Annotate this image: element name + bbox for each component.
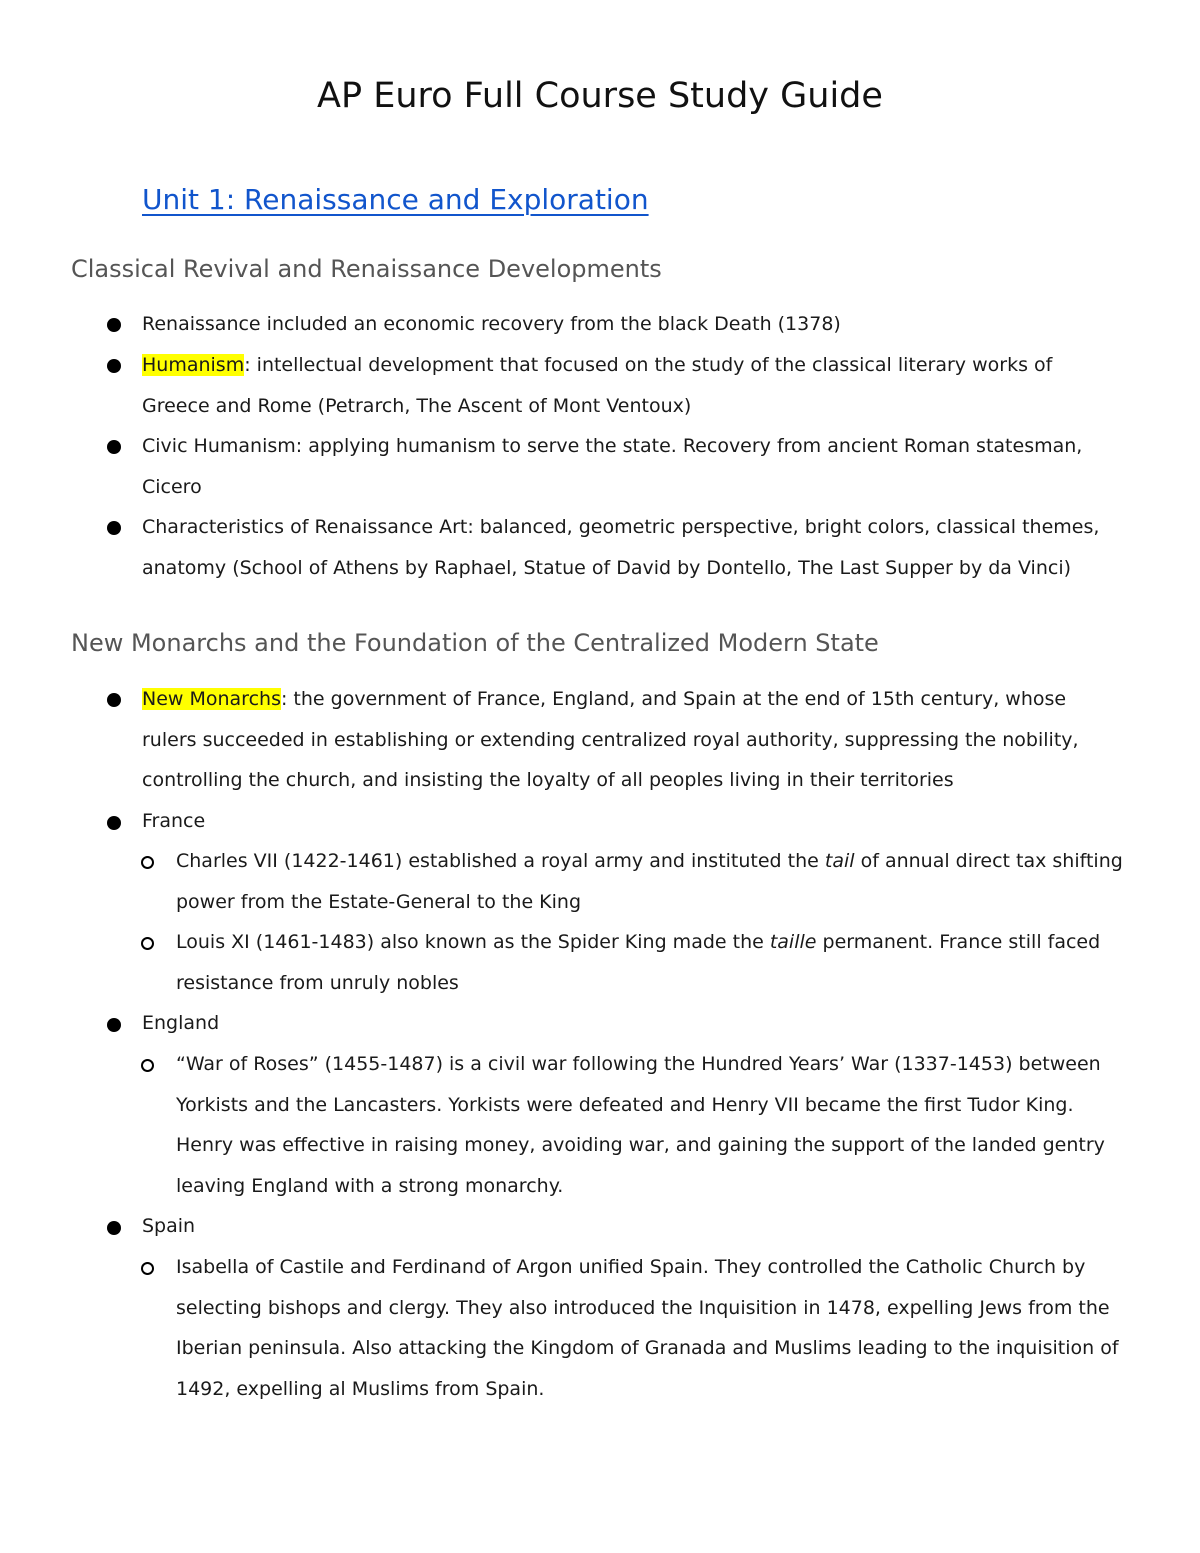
sub-bullet-circle [141,1262,154,1275]
list-item: Civic Humanism: applying humanism to serve the state. Recovery from ancient Roman statesman, Cicero [142,435,1083,498]
sub-bullet-circle [141,937,154,950]
sub-list-item: Charles VII (1422-1461) established a royal army and instituted the tail of annual direct tax shifting power from the Estate-General to the King [176,850,1123,913]
document-title: AP Euro Full Course Study Guide [317,76,883,116]
bullet-dot [107,693,121,707]
sub-list-item: “War of Roses” (1455-1487) is a civil war following the Hundred Years’ War (1337-1453) between Yorkists and the Lancasters. Yorkists were defeated and Henry VII became the first Tudor King. Henry was effective in raising money, avoiding war, and gaining the support of the landed gentry leaving England with a strong monarchy. [176,1053,1105,1197]
list-item: New Monarchs: the government of France, England, and Spain at the end of 15th century, whose rulers succeeded in establishing or extending centralized royal authority, suppressing the nobility, controlling the church, and insisting the loyalty of all peoples living in their territories [142,688,1079,792]
list-item: England [142,1012,220,1034]
bullet-dot [107,359,121,373]
bullet-dot [107,440,121,454]
list-item: Spain [142,1215,196,1237]
sub-bullet-circle [141,1059,154,1072]
list-item: Characteristics of Renaissance Art: balanced, geometric perspective, bright colors, classical themes, anatomy (School of Athens by Raphael, Statue of David by Dontello, The Last Supper by da Vinci) [142,516,1100,579]
highlighted-term: New Monarchs [142,688,281,710]
bullet-dot [107,318,121,332]
bullet-dot [107,1221,121,1235]
section-heading: New Monarchs and the Foundation of the Centralized Modern State [71,629,879,657]
sub-bullet-circle [141,856,154,869]
sub-list-item: Louis XI (1461-1483) also known as the Spider King made the taille permanent. France still faced resistance from unruly nobles [176,931,1101,994]
highlighted-term: Humanism [142,354,245,376]
bullet-dot [107,1018,121,1032]
list-item: France [142,810,206,832]
bullet-dot [107,521,121,535]
list-item: Renaissance included an economic recovery from the black Death (1378) [142,313,841,335]
bullet-dot [107,816,121,830]
list-item: Humanism: intellectual development that focused on the study of the classical literary works of Greece and Rome (Petrarch, The Ascent of Mont Ventoux) [142,354,1053,417]
unit-1-heading-link[interactable]: Unit 1: Renaissance and Exploration [142,183,649,216]
section-heading: Classical Revival and Renaissance Developments [71,255,662,283]
sub-list-item: Isabella of Castile and Ferdinand of Argon unified Spain. They controlled the Catholic Church by selecting bishops and clergy. They also introduced the Inquisition in 1478, expelling Jews from the Iberian peninsula. Also attacking the Kingdom of Granada and Muslims leading to the inquisition of 1492, expelling al Muslims from Spain. [176,1256,1119,1400]
